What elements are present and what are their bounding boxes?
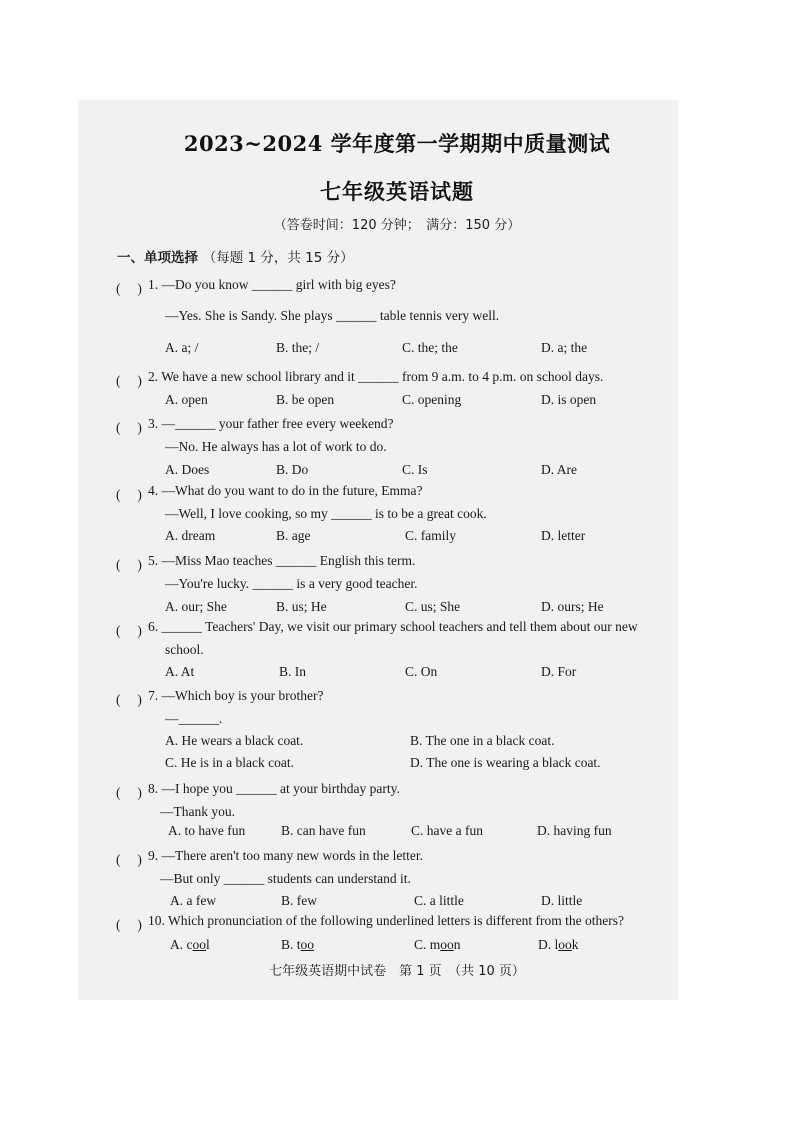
question-8-option-a: A. to have fun [168, 823, 246, 838]
question-10-line-1: 10. Which pronunciation of the following underlined letters is different from the others? [148, 913, 625, 928]
question-4-option-d: D. letter [541, 528, 586, 543]
question-7-option-b: B. The one in a black coat. [410, 733, 555, 748]
question-10-option-b-underlined: oo [300, 937, 315, 952]
section-heading [117, 246, 354, 266]
answer-paren-3[interactable]: ( ) [116, 420, 142, 435]
question-10-option-c-pre: C. m [414, 937, 441, 952]
question-8-line-2: —Thank you. [160, 804, 235, 819]
section-note: （每题 1 分，共 15 分） [202, 250, 354, 266]
question-2-line-1: 2. We have a new school library and it ______ from 9 a.m. to 4 p.m. on school days. [148, 369, 604, 384]
question-5-option-b: B. us; He [276, 599, 327, 614]
question-3-line-2: —No. He always has a lot of work to do. [165, 439, 387, 454]
question-2-option-c: C. opening [402, 392, 462, 407]
question-8-line-1: 8. —I hope you ______ at your birthday party. [148, 781, 400, 796]
question-6-option-a: A. At [165, 664, 195, 679]
question-10-option-a-underlined: oo [192, 937, 206, 952]
answer-paren-7[interactable]: ( ) [116, 692, 142, 707]
question-4-option-b: B. age [276, 528, 311, 543]
question-9-option-b: B. few [281, 893, 317, 908]
question-4-line-2: —Well, I love cooking, so my ______ is to be a great cook. [165, 506, 487, 521]
question-10-option-b [281, 937, 314, 953]
answer-paren-6[interactable]: ( ) [116, 623, 142, 638]
question-10-option-b-pre: B. t [281, 937, 301, 952]
question-9-line-2: —But only ______ students can understand it. [160, 871, 411, 886]
question-10-option-d-pre: D. l [538, 937, 559, 952]
answer-paren-10[interactable]: ( ) [116, 917, 142, 932]
question-2-option-b: B. be open [276, 392, 335, 407]
question-7-option-d: D. The one is wearing a black coat. [410, 755, 601, 770]
question-7-line-1: 7. —Which boy is your brother? [148, 688, 324, 703]
section-label: 一、单项选择 [117, 250, 198, 266]
question-6-line-1: 6. ______ Teachers' Day, we visit our primary school teachers and tell them about our new [148, 619, 638, 634]
question-1-option-b: B. the; / [276, 340, 320, 355]
question-7-option-a: A. He wears a black coat. [165, 733, 304, 748]
question-9-option-d: D. little [541, 893, 583, 908]
question-8-option-c: C. have a fun [411, 823, 483, 838]
question-5-option-d: D. ours; He [541, 599, 604, 614]
question-2-option-a: A. open [165, 392, 208, 407]
question-4-option-a: A. dream [165, 528, 216, 543]
answer-paren-5[interactable]: ( ) [116, 557, 142, 572]
question-5-line-1: 5. —Miss Mao teaches ______ English this term. [148, 553, 416, 568]
question-10-option-c-underlined: oo [440, 937, 454, 952]
question-3-option-a: A. Does [165, 462, 210, 477]
question-5-option-a: A. our; She [165, 599, 227, 614]
question-9-line-1: 9. —There aren't too many new words in the letter. [148, 848, 423, 863]
question-7-line-2: —______. [165, 711, 223, 726]
answer-paren-8[interactable]: ( ) [116, 785, 142, 800]
question-1-option-a: A. a; / [165, 340, 199, 355]
question-10-option-a-pre: A. c [170, 937, 193, 952]
exam-title: 2023~2024 学年度第一学期期中质量测试 [183, 131, 611, 156]
question-6-option-c: C. On [405, 664, 438, 679]
question-2-option-d: D. is open [541, 392, 597, 407]
answer-paren-9[interactable]: ( ) [116, 852, 142, 867]
question-6-option-d: D. For [541, 664, 577, 679]
question-10-option-a-post: l [206, 937, 210, 952]
exam-subtitle: 七年级英语试题 [320, 179, 474, 204]
page-footer: 七年级英语期中试卷 第 1 页 （共 10 页） [269, 964, 525, 979]
question-1-option-c: C. the; the [402, 340, 458, 355]
question-6-option-b: B. In [279, 664, 306, 679]
question-10-option-d-post: k [571, 937, 579, 952]
question-7-option-c: C. He is in a black coat. [165, 755, 294, 770]
question-10-option-c [414, 937, 461, 953]
question-10-option-d-underlined: oo [558, 937, 572, 952]
question-9-option-a: A. a few [170, 893, 217, 908]
question-3-option-d: D. Are [541, 462, 577, 477]
question-10-option-d [538, 937, 579, 953]
question-5-line-2: —You're lucky. ______ is a very good teacher. [165, 576, 418, 591]
answer-paren-4[interactable]: ( ) [116, 487, 142, 502]
question-6-line-2: school. [165, 642, 204, 657]
answer-paren-2[interactable]: ( ) [116, 373, 142, 388]
question-5-option-c: C. us; She [405, 599, 461, 614]
answer-paren-1[interactable]: ( ) [116, 281, 142, 296]
question-3-option-c: C. Is [402, 462, 428, 477]
question-3-line-1: 3. —______ your father free every weekend? [148, 416, 394, 431]
question-1-option-d: D. a; the [541, 340, 588, 355]
question-4-option-c: C. family [405, 528, 456, 543]
question-1-line-1: 1. —Do you know ______ girl with big eyes? [148, 277, 396, 292]
question-9-option-c: C. a little [414, 893, 464, 908]
question-4-line-1: 4. —What do you want to do in the future, Emma? [148, 483, 423, 498]
question-10-option-c-post: n [453, 937, 461, 952]
exam-info: （答卷时间：120 分钟； 满分：150 分） [273, 218, 521, 233]
question-8-option-b: B. can have fun [281, 823, 366, 838]
question-3-option-b: B. Do [276, 462, 309, 477]
question-8-option-d: D. having fun [537, 823, 612, 838]
question-1-line-2: —Yes. She is Sandy. She plays ______ table tennis very well. [165, 308, 500, 323]
question-10-option-a [170, 937, 210, 953]
